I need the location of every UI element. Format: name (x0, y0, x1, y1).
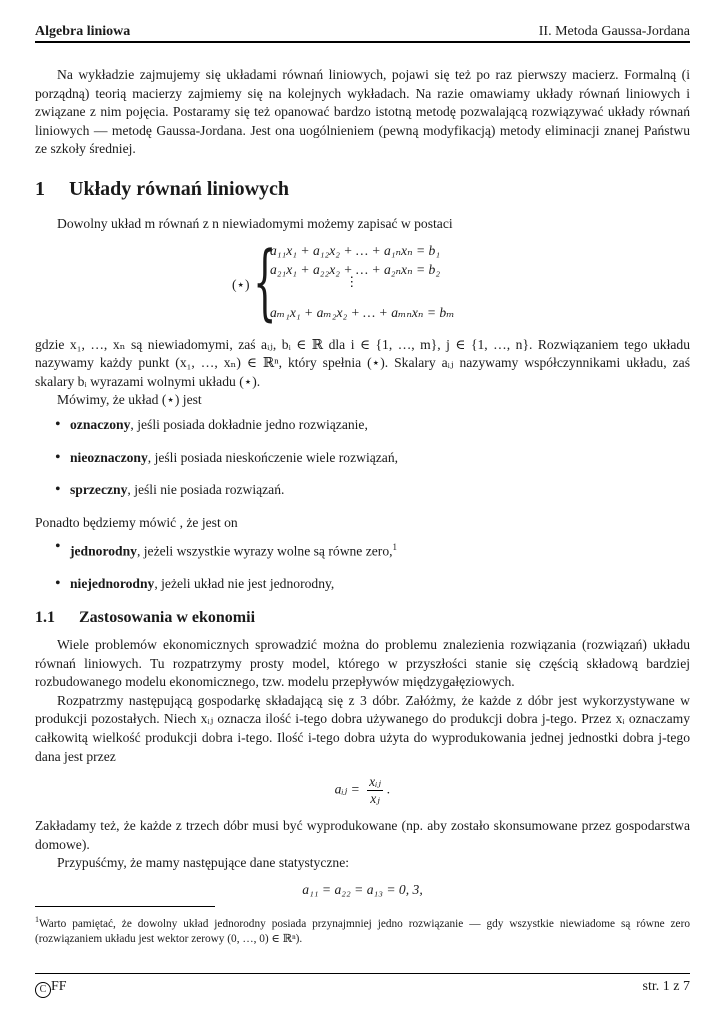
fraction-numerator: xᵢⱼ (369, 774, 381, 790)
term: nieoznaczony (70, 449, 148, 465)
main-content (35, 66, 690, 910)
list-item (35, 575, 690, 594)
subsection-title: Zastosowania w ekonomii (79, 609, 256, 627)
header-course-title: Algebra liniowa (35, 24, 131, 39)
footnote-mark: 1 (35, 915, 39, 924)
section-heading (35, 177, 690, 201)
definition-paragraph: gdzie x₁, …, xₙ są niewiadomymi, zaś aᵢⱼ, bᵢ ∈ ℝ dla i ∈ {1, …, m}, j ∈ {1, …, n}. Rozwiązaniem tego układu nazywamy każdy punkt (x₁, …, xₙ) ∈ ℝⁿ, który spełnia (⋆). Skalary aᵢⱼ nazywamy współczynnikami układu, zaś skalary bᵢ wyrazami wolnymi układu (⋆). (35, 336, 690, 389)
equation-system (35, 234, 690, 330)
header-chapter-title: II. Metoda Gaussa-Jordana (538, 24, 690, 39)
classification-list (35, 416, 690, 500)
term-description: , jeżeli układ nie jest jednorodny, (154, 576, 335, 592)
term-description: , jeśli posiada dokładnie jedno rozwiązanie, (130, 416, 368, 432)
term: niejednorodny (70, 576, 155, 592)
term: sprzeczny (70, 482, 128, 498)
equation-row: a₁₁x₁ + a₁₂x₂ + … + a₁ₙxₙ = b₁ (270, 242, 441, 258)
equation-row: a₂₁x₁ + a₂₂x₂ + … + a₂ₙxₙ = b₂ (270, 261, 441, 277)
economy-model-paragraph: Rozpatrzmy następującą gospodarkę składającą się z 3 dóbr. Załóżmy, że każde z dóbr jest wykorzystywane w produkcji pozostałych. Niech xᵢⱼ oznacza ilość i-tego dobra używanego do produkcji dobra j-tego. Przez xᵢ oznaczamy całkowitą wielkość produkcji dobra i-tego. Ilość i-tego dobra użyta do wyprodukowania jednej jednostki dobra j-tego dana jest przez (35, 692, 690, 764)
list-item (35, 481, 690, 500)
term: jednorodny (70, 543, 137, 559)
system-star-label: (⋆) (232, 276, 250, 292)
homogeneity-lead: Ponadto będziemy mówić , że jest on (35, 514, 238, 530)
list-item (35, 416, 690, 435)
term: oznaczony (70, 416, 131, 432)
statistics-formula: a₁₁ = a₂₂ = a₁₃ = 0, 3, (302, 881, 423, 897)
homogeneity-list (35, 538, 690, 594)
subsection-number: 1.1 (35, 609, 55, 627)
fraction (367, 774, 383, 807)
system-lead-text: Dowolny układ m równań z n niewiadomymi możemy zapisać w postaci (57, 215, 453, 231)
intro-paragraph: Na wykładzie zajmujemy się układami równań liniowych, pojawi się też po raz pierwszy macierz. Formalną (i porządną) teorią macierzy zajmiemy się na kolejnych wykładach. Na razie omawiamy układy równań liniowych i związane z nim pojęcia. Postaramy się też opanować bardzo istotną metodę pozwalającą rozwiązywać układy równań liniowych — metodę Gaussa-Jordana. Jest ona uogólnieniem (pewną modyfikacją) metody eliminacji znanej Państwu ze szkoły średniej. (35, 67, 690, 157)
footer-divider (35, 973, 690, 974)
footnote-divider (35, 906, 215, 907)
term-description: , jeśli posiada nieskończenie wiele rozwiązań, (147, 449, 399, 465)
subsection-heading (35, 608, 690, 628)
term-description: , jeśli nie posiada rozwiązań. (127, 482, 285, 498)
list-item (35, 449, 690, 468)
coefficient-formula (35, 774, 690, 807)
copyright-icon: C (35, 982, 51, 998)
economics-paragraph: Wiele problemów ekonomicznych sprowadzić można do problemu znalezienia rozwiązania (rozwiązań) układu równań liniowych. Tu rozpatrzymy prosty model, którego w przyszłości stanie się częścią składową bardziej rozbudowanego modelu ekonomicznego, tzw. modelu przepływów międzygałęziowych. (35, 637, 690, 690)
footnote-reference[interactable]: 1 (392, 542, 398, 553)
section-title: Układy równań liniowych (69, 177, 290, 200)
running-header (35, 23, 690, 43)
vertical-dots: ⋮ (345, 273, 359, 289)
classification-lead: Mówimy, że układ (⋆) jest (57, 392, 202, 408)
formula-lhs: aᵢⱼ = (334, 781, 360, 797)
formula-end: . (386, 781, 391, 797)
term-description: , jeżeli wszystkie wyrazy wolne są równe zero, (136, 543, 393, 559)
fraction-denominator: xⱼ (370, 791, 380, 807)
left-brace: { (253, 234, 277, 330)
equation-row: aₘ₁x₁ + aₘ₂x₂ + … + aₘₙxₙ = bₘ (270, 304, 455, 320)
section-number: 1 (35, 177, 45, 200)
assumption-paragraph: Zakładamy też, że każde z trzech dóbr musi być wyprodukowane (np. aby zostało skonsumowane przez gospodarstwa domowe). (35, 818, 690, 852)
footnote (35, 912, 690, 947)
list-item (35, 538, 690, 561)
footnote-text: Warto pamiętać, że dowolny układ jednorodny posiada przynajmniej jedno rozwiązanie — gdy wszystkie niewiadome są równe zero (rozwiązaniem układu jest wektor zerowy (0, …, 0) ∈ ℝⁿ). (35, 917, 690, 945)
page-number: str. 1 z 7 (642, 979, 690, 994)
footer-author-initials: FF (51, 979, 67, 994)
statistics-lead: Przypuśćmy, że mamy następujące dane statystyczne: (57, 855, 350, 871)
footer-author (35, 978, 67, 998)
